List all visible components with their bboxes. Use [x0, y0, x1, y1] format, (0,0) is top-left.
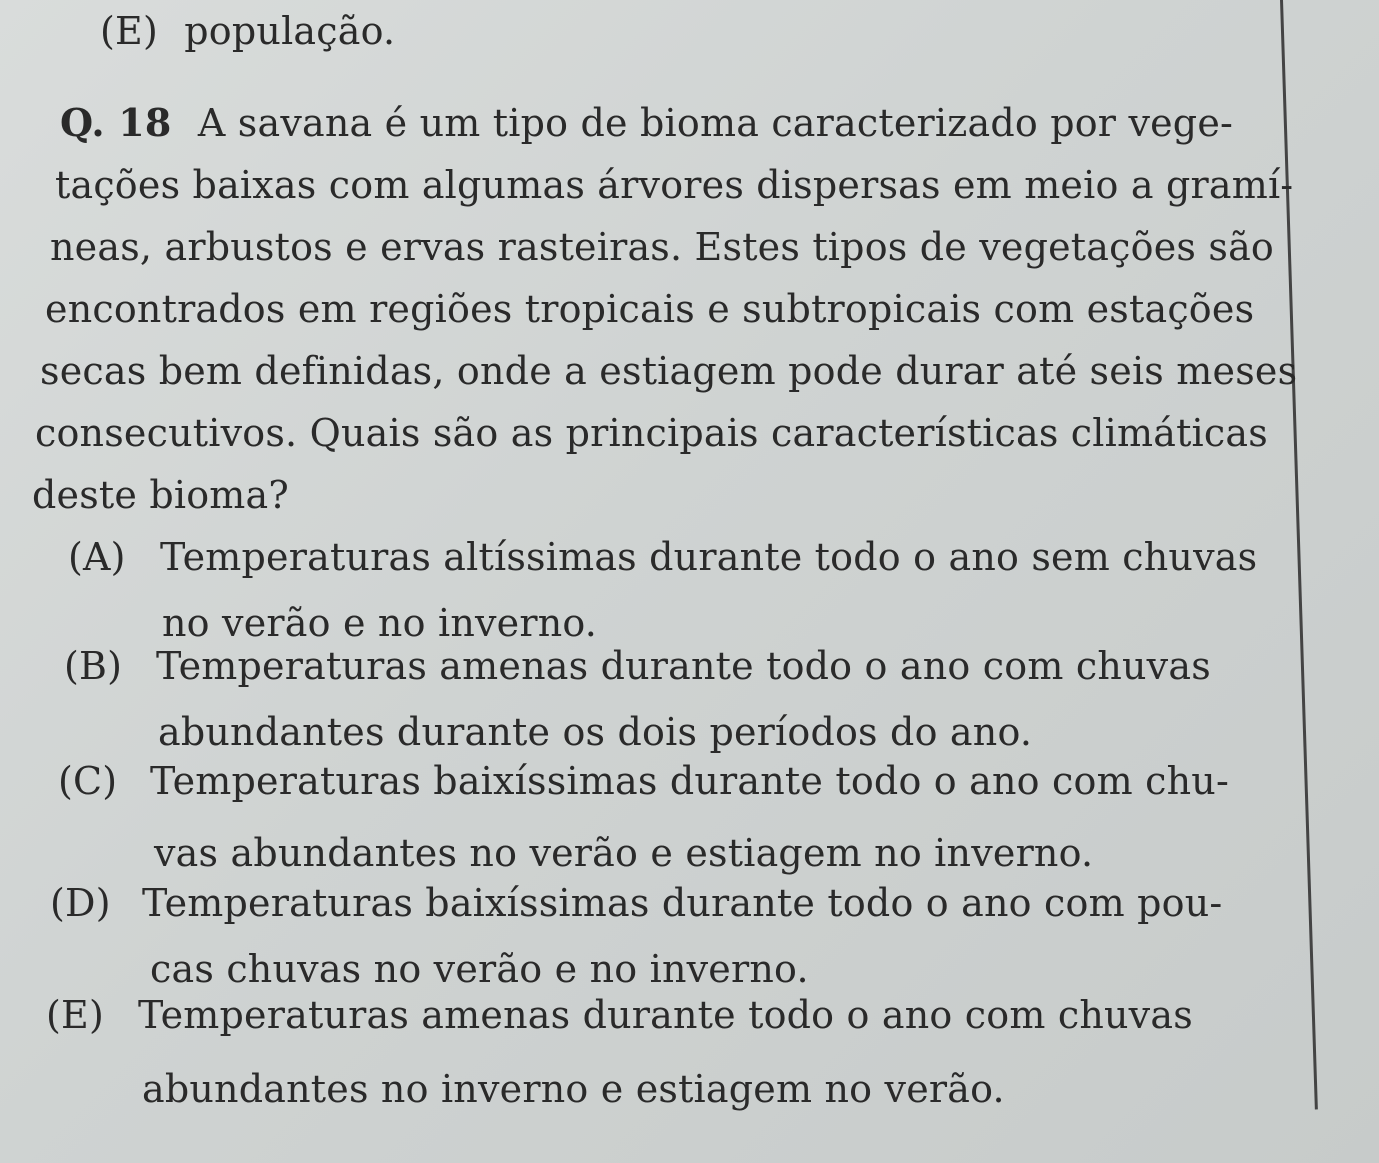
option-b-line-2: abundantes durante os dois períodos do ano. [158, 710, 1033, 754]
option-e-line-2: abundantes no inverno e estiagem no verão. [142, 1067, 1005, 1111]
question-stem-line-4: encontrados em regiões tropicais e subtropicais com estações [45, 287, 1255, 331]
option-c-line-1 [58, 759, 1229, 803]
option-e-line-1 [46, 993, 1193, 1037]
option-e-text: Temperaturas amenas durante todo o ano com chuvas [138, 993, 1193, 1037]
option-a-line-1 [68, 535, 1258, 579]
question-stem-line-3: neas, arbustos e ervas rasteiras. Estes tipos de vegetações são [50, 225, 1274, 269]
option-c-line-2: vas abundantes no verão e estiagem no inverno. [154, 831, 1094, 875]
option-b-line-1 [64, 644, 1211, 688]
previous-option-e [100, 9, 396, 53]
option-text: população. [184, 9, 396, 53]
option-a-line-2: no verão e no inverno. [162, 601, 598, 645]
option-d-line-2: cas chuvas no verão e no inverno. [150, 947, 809, 991]
question-stem-line-7: deste bioma? [32, 473, 289, 517]
question-stem-line-6: consecutivos. Quais são as principais características climáticas [35, 411, 1268, 455]
stem-text: A savana é um tipo de bioma caracterizado por vege- [197, 101, 1234, 145]
option-c-letter: (C) [58, 759, 118, 803]
option-b-text: Temperaturas amenas durante todo o ano com chuvas [156, 644, 1211, 688]
option-d-text: Temperaturas baixíssimas durante todo o ano com pou- [142, 881, 1223, 925]
option-b-letter: (B) [64, 644, 123, 688]
option-letter: (E) [100, 9, 158, 53]
option-d-line-1 [50, 881, 1223, 925]
option-a-letter: (A) [68, 535, 126, 579]
question-stem-line-5: secas bem definidas, onde a estiagem pode durar até seis meses [40, 349, 1298, 393]
option-a-text: Temperaturas altíssimas durante todo o ano sem chuvas [160, 535, 1258, 579]
option-e-letter: (E) [46, 993, 104, 1037]
question-stem-line-1 [60, 100, 1234, 145]
option-c-text: Temperaturas baixíssimas durante todo o ano com chu- [150, 759, 1229, 803]
question-number: Q. 18 [60, 100, 172, 145]
option-d-letter: (D) [50, 881, 111, 925]
question-stem-line-2: tações baixas com algumas árvores dispersas em meio a gramí- [55, 163, 1294, 207]
